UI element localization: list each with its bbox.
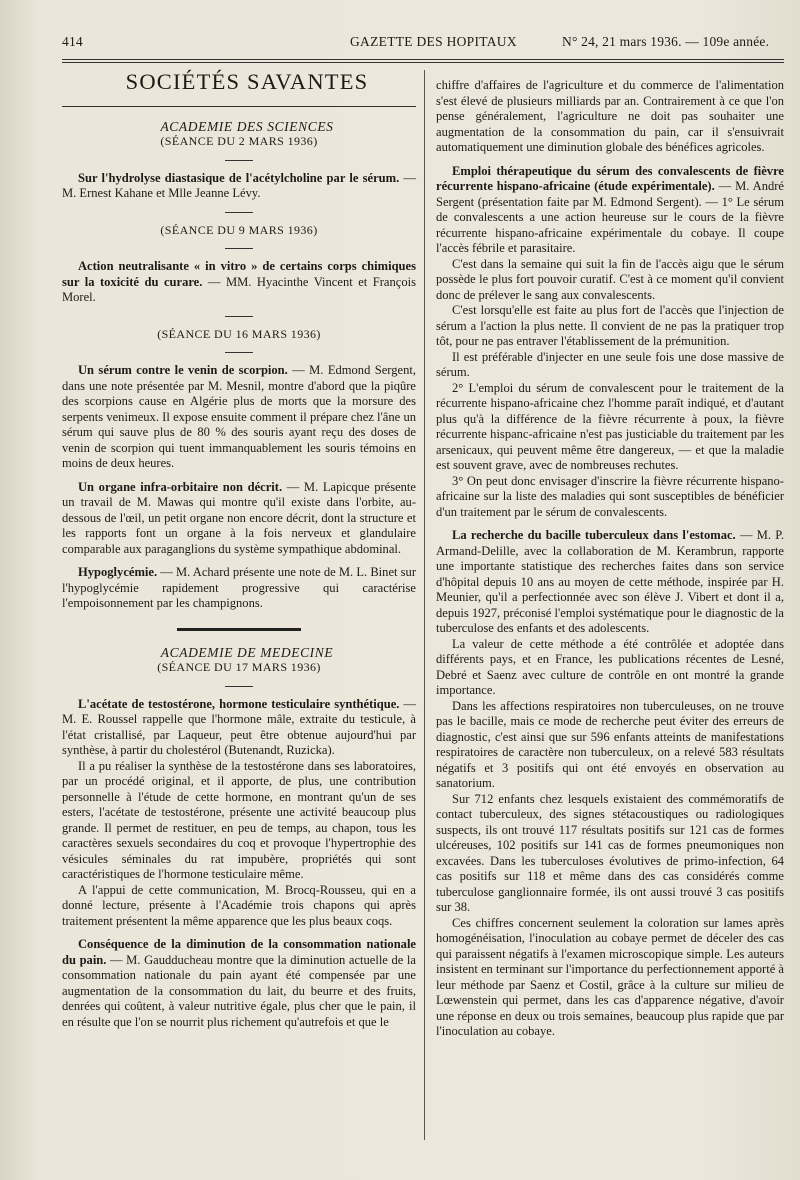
- page-number: 414: [62, 34, 83, 49]
- article-text: — M. E. Roussel rappelle que l'hormone mâle, extraite du testicule, à l'état cristallisé, par Laqueur, peut être obtenue aujourd'hui par synthèse, à partir du cholestérol (Butenandt, Ruzicka).: [62, 696, 416, 757]
- academy-medecine-heading: ACADEMIE DE MEDECINE: [160, 644, 334, 660]
- article-title: Conséquence de la diminution de la consommation nationale du pain.: [62, 937, 416, 967]
- divider: [225, 686, 253, 687]
- article-title: Action neutralisante « in vitro » de certains corps chimiques sur la toxicité du curare.: [62, 259, 416, 289]
- left-column: [62, 69, 416, 1030]
- continued-paragraph: chiffre d'affaires de l'agriculture et du commerce de l'alimentation s'est élevé de plusieurs milliards par an. Contrairement à ce que l'on pense généralement, l'agriculture ne doit pas souhaiter une augmentation de la consommation du pain, car il s'ensuivrait automatiquement une diminution globale des bénéfices agricoles.: [436, 78, 784, 154]
- paragraph: La valeur de cette méthode a été contrôlée et adoptée dans différents pays, et en France, les publications récentes de Lesné, Debré et Saenz avec culture de contrôle en ont montré la grande importance.: [436, 636, 784, 697]
- article-text: — M. Edmond Sergent, dans une note présentée par M. Mesnil, montre d'abord que la piqûre des scorpions cause en Algérie plus de morts que la morsure des serpents venimeux. Il expose ensuite comment il prépare chez l'âne un sérum qui sauve plus de 80 % des souris ayant reçu des doses de venin de scorpion qui tuent immanquablement les souris témoins en moins de deux heures.: [62, 363, 416, 470]
- paragraph: Sur 712 enfants chez lesquels existaient des commémoratifs de contact tuberculeux, des signes stétacoustiques ou radiologiques suspects, ils ont trouvé 117 résultats positifs sur 121 cas de formes ulcéreuses, 102 positifs sur 141 cas de formes pneumoniques non excavées. Dans les tuberculoses évolutives de primo-infection, 64 cas positifs sur 118 et même dans des cas considérés comme tuberculose ganglionnaire formée, ils ont aussi trouvé 3 cas positifs sur 38.: [436, 791, 784, 914]
- academy-sciences-heading: ACADEMIE DES SCIENCES: [160, 118, 334, 134]
- article-text: — M. Ernest Kahane et Mlle Jeanne Lévy.: [62, 170, 416, 200]
- article-curare: [62, 259, 416, 306]
- paragraph: C'est dans la semaine qui suit la fin de l'accès aigu que le sérum possède le plus fort pouvoir curatif. C'est à ce moment qu'il convient donc de prélever le sang aux convalescents.: [436, 256, 784, 302]
- header-rule: [62, 59, 784, 60]
- divider: [225, 248, 253, 249]
- header-rule-double: [62, 62, 784, 63]
- page-header: [62, 34, 784, 56]
- article-title: Un organe infra-orbitaire non décrit.: [78, 479, 283, 494]
- paragraph: C'est lorsqu'elle est faite au plus fort de l'accès que l'injection de sérum a l'action la plus nette. Il convient de ne pas la pratiquer trop tôt, pour ne pas entraver l'établissement de la prémunition.: [436, 303, 784, 348]
- paragraph: Ces chiffres concernent seulement la coloration sur lames après homogénéisation, l'inoculation au cobaye permet de déceler des cas qui paraissent négatifs à l'examen microscopique simple. Les auteurs insistent en terminant sur l'importance du perfectionnement apporté à leur méthode par Saenz et Costil, grâce à la culture sur milieu de Lœwenstein qui permet, dans les cas d'apparence négative, d'avoir une réponse en deux ou trois semaines, beaucoup plus rapide que par l'inoculation au cobaye.: [436, 915, 784, 1038]
- seance-date: (SÉANCE DU 16 MARS 1936): [157, 326, 321, 341]
- seance-date: (SÉANCE DU 17 MARS 1936): [157, 660, 321, 674]
- article-title: La recherche du bacille tuberculeux dans l'estomac.: [452, 528, 736, 542]
- right-column: [436, 78, 784, 1040]
- article-text: — MM. Hyacinthe Vincent et François Morel.: [62, 274, 416, 304]
- thick-divider: [177, 628, 301, 631]
- issue-info: N° 24, 21 mars 1936. — 109e année.: [562, 34, 770, 49]
- article-title: Hypoglycémie.: [78, 565, 158, 579]
- article-title: Emploi thérapeutique du sérum des convalescents de fièvre récurrente hispano-africaine (étude expérimentale).: [436, 163, 784, 193]
- article-bacille: [436, 528, 784, 637]
- article-scorpion: [62, 363, 416, 472]
- section-title: SOCIÉTÉS SAVANTES: [125, 69, 369, 94]
- article-text: — M. Lapicque présente un travail de M. Mawas qui montre qu'il existe dans l'orbite, au-dessous de l'œil, un petit organe non encore décrit, dont la structure et les rapports font un organe à la fois nerveux et glandulaire comparable aux paraganglions du système sympathique abdominal.: [62, 479, 416, 556]
- paragraph: Il a pu réaliser la synthèse de la testostérone dans ses laboratoires, par un procédé original, et il apporte, de plus, une contribution personnelle à l'étude de cette hormone, en montrant qu'un de ses esters, l'acétate de testostérone, présente une activité beaucoup plus grande. Il permet de restituer, en peu de temps, au chapon, tous les caractères sexuels secondaires du coq et provoque l'hypertrophie des vésicules séminales du rat impubère, propriétés qui sont caractéristiques de l'hormone testiculaire même.: [62, 758, 416, 881]
- section-rule: [62, 106, 416, 107]
- seance-date: (SÉANCE DU 9 MARS 1936): [160, 222, 318, 237]
- divider: [225, 212, 253, 213]
- column-separator: [424, 70, 425, 1140]
- article-testosterone: [62, 697, 416, 759]
- article-text: — M. P. Armand-Delille, avec la collaboration de M. Kerambrun, rapporte une importante statistique des recherches faites dans son service d'hôpital depuis 10 ans au moyen de cette méthode, inspirée par H. Meunier, qu'il a perfectionnée avec son élève J. Vibert et dont il a, depuis 1927, préconisé l'emploi systématique pour le diagnostic de la tuberculose des enfants et des adolescents.: [436, 528, 784, 635]
- divider: [225, 160, 253, 161]
- journal-title: GAZETTE DES HOPITAUX: [350, 34, 517, 49]
- article-hypoglycemie: [62, 565, 416, 612]
- article-text: — M. André Sergent (présentation faite par M. Edmond Sergent). — 1° Le sérum de convalescents a une action heureuse sur le cours de la fièvre récurrente hispano-africaine expérimentale du cobaye. Il coupe l'accès fébrile et parasitaire.: [436, 179, 784, 255]
- paragraph: A l'appui de cette communication, M. Brocq-Rousseu, qui en a donné lecture, présente à l'Académie trois chapons qui après traitement présentent la même apparence que les plus beaux coqs.: [62, 882, 416, 928]
- divider: [225, 352, 253, 353]
- article-hydrolyse: [62, 171, 416, 202]
- seance-date: (SÉANCE DU 2 MARS 1936): [160, 134, 318, 148]
- article-pain: [62, 937, 416, 1030]
- article-text: — M. Achard présente une note de M. L. Binet sur l'hypoglycémie rapidement progressive qui caractérise l'empoisonnement par les champignons.: [62, 565, 416, 610]
- paragraph: 2° L'emploi du sérum de convalescent pour le traitement de la récurrente hispano-africaine chez l'homme paraît indiqué, et d'autant plus qu'à la différence de la fièvre récurrente à poux, la fièvre récurrente hispanc-africaine n'est pas justiciable du traitement par les arsenicaux, qui peuvent même être dangereux, — et que la maladie est souvent grave, avec de nombreuses rechutes.: [436, 380, 784, 472]
- paragraph: Il est préférable d'injecter en une seule fois une dose massive de sérum.: [436, 349, 784, 379]
- article-title: L'acétate de testostérone, hormone testiculaire synthétique.: [78, 696, 400, 711]
- divider: [225, 316, 253, 317]
- paragraph: 3° On peut donc envisager d'inscrire la fièvre récurrente hispano-africaine sur la liste des maladies qui sont susceptibles de bénéficier d'un traitement par le sérum de convalescents.: [436, 473, 784, 519]
- paragraph: Dans les affections respiratoires non tuberculeuses, on ne trouve pas le bacille, mais ce mode de recherche peut éviter des erreurs de diagnostic, c'est ainsi que sur 596 enfants atteints de manifestations respiratoires de caractère non tuberculeux, on a relevé 583 résultats négatifs et 3 positifs qui ont été envoyés en observation au sanatorium.: [436, 698, 784, 790]
- article-title: Sur l'hydrolyse diastasique de l'acétylcholine par le sérum.: [78, 170, 400, 185]
- article-title: Un sérum contre le venin de scorpion.: [78, 363, 288, 377]
- article-text: — M. Gaudducheau montre que la diminution actuelle de la consommation nationale du pain ayant été compensée par une augmentation de la consommation du lait, du beurre et des fruits, denrées qui coûtent, à valeur nutritive égale, plus cher que le pain, il en résulte que l'on se nourrit plus richement qu'autrefois et que le: [62, 952, 416, 1029]
- article-organe: [62, 480, 416, 558]
- article-serum-recurrente: [436, 164, 784, 257]
